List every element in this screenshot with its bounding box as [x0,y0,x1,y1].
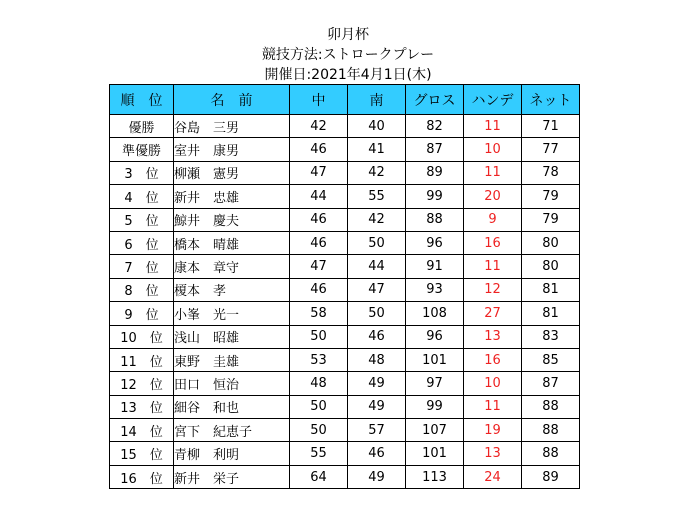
gross-score-cell: 108 [406,302,464,325]
gross-score-cell: 99 [406,185,464,208]
out-score-cell: 48 [290,372,348,395]
net-score-cell: 88 [522,395,580,418]
net-score-cell: 83 [522,325,580,348]
out-score-cell: 46 [290,231,348,254]
in-score-cell: 42 [348,208,406,231]
player-name-cell: 新井 忠雄 [174,185,290,208]
in-score-cell: 40 [348,115,406,138]
player-name-cell: 田口 恒治 [174,372,290,395]
net-score-cell: 87 [522,372,580,395]
player-name-cell: 細谷 和也 [174,395,290,418]
table-row [110,161,580,184]
handicap-cell: 13 [464,442,522,465]
player-name-cell: 宮下 紀恵子 [174,419,290,442]
gross-score-cell: 93 [406,278,464,301]
table-row [110,208,580,231]
table-row [110,278,580,301]
out-score-cell: 46 [290,138,348,161]
gross-score-cell: 101 [406,442,464,465]
rank-cell: 12 位 [110,372,174,395]
handicap-cell: 27 [464,302,522,325]
in-score-cell: 50 [348,231,406,254]
in-score-cell: 46 [348,442,406,465]
handicap-cell: 20 [464,185,522,208]
in-score-cell: 49 [348,372,406,395]
handicap-cell: 11 [464,255,522,278]
rank-cell: 15 位 [110,442,174,465]
rank-cell: 11 位 [110,348,174,371]
out-score-cell: 50 [290,419,348,442]
column-header-out: 中 [290,85,348,115]
player-name-cell: 室井 康男 [174,138,290,161]
net-score-cell: 77 [522,138,580,161]
player-name-cell: 鯨井 慶夫 [174,208,290,231]
column-header-net: ネット [522,85,580,115]
rank-cell: 14 位 [110,419,174,442]
rank-cell: 4 位 [110,185,174,208]
gross-score-cell: 87 [406,138,464,161]
net-score-cell: 81 [522,302,580,325]
gross-score-cell: 107 [406,419,464,442]
net-score-cell: 78 [522,161,580,184]
gross-score-cell: 101 [406,348,464,371]
player-name-cell: 新井 栄子 [174,465,290,488]
player-name-cell: 東野 圭雄 [174,348,290,371]
handicap-cell: 11 [464,161,522,184]
out-score-cell: 58 [290,302,348,325]
in-score-cell: 49 [348,465,406,488]
net-score-cell: 85 [522,348,580,371]
handicap-cell: 10 [464,372,522,395]
gross-score-cell: 96 [406,231,464,254]
rank-cell: 13 位 [110,395,174,418]
in-score-cell: 57 [348,419,406,442]
out-score-cell: 46 [290,208,348,231]
rank-cell: 7 位 [110,255,174,278]
player-name-cell: 小峯 光一 [174,302,290,325]
rank-cell: 準優勝 [110,138,174,161]
in-score-cell: 42 [348,161,406,184]
in-score-cell: 50 [348,302,406,325]
in-score-cell: 46 [348,325,406,348]
out-score-cell: 50 [290,325,348,348]
rank-cell: 9 位 [110,302,174,325]
out-score-cell: 53 [290,348,348,371]
handicap-cell: 13 [464,325,522,348]
net-score-cell: 80 [522,255,580,278]
out-score-cell: 64 [290,465,348,488]
out-score-cell: 46 [290,278,348,301]
net-score-cell: 88 [522,419,580,442]
handicap-cell: 10 [464,138,522,161]
net-score-cell: 79 [522,185,580,208]
player-name-cell: 康本 章守 [174,255,290,278]
rank-cell: 3 位 [110,161,174,184]
net-score-cell: 81 [522,278,580,301]
rank-cell: 優勝 [110,115,174,138]
handicap-cell: 9 [464,208,522,231]
rank-cell: 16 位 [110,465,174,488]
rank-cell: 10 位 [110,325,174,348]
player-name-cell: 橋本 晴雄 [174,231,290,254]
player-name-cell: 浅山 昭雄 [174,325,290,348]
net-score-cell: 71 [522,115,580,138]
handicap-cell: 11 [464,115,522,138]
table-row [110,372,580,395]
competition-method: 競技方法:ストロークプレー [261,47,435,63]
table-row [110,419,580,442]
out-score-cell: 47 [290,255,348,278]
gross-score-cell: 91 [406,255,464,278]
net-score-cell: 89 [522,465,580,488]
out-score-cell: 42 [290,115,348,138]
in-score-cell: 48 [348,348,406,371]
table-row [110,395,580,418]
handicap-cell: 24 [464,465,522,488]
player-name-cell: 青柳 利明 [174,442,290,465]
out-score-cell: 44 [290,185,348,208]
out-score-cell: 55 [290,442,348,465]
net-score-cell: 88 [522,442,580,465]
column-header-rank: 順 位 [110,85,174,115]
header-row [110,85,580,115]
gross-score-cell: 82 [406,115,464,138]
handicap-cell: 16 [464,231,522,254]
competition-date: 開催日:2021年4月1日(木) [264,67,432,83]
column-header-gross: グロス [406,85,464,115]
out-score-cell: 50 [290,395,348,418]
handicap-cell: 16 [464,348,522,371]
table-row [110,302,580,325]
table-row [110,348,580,371]
out-score-cell: 47 [290,161,348,184]
rank-cell: 8 位 [110,278,174,301]
rank-cell: 6 位 [110,231,174,254]
gross-score-cell: 113 [406,465,464,488]
in-score-cell: 47 [348,278,406,301]
table-row [110,465,580,488]
gross-score-cell: 88 [406,208,464,231]
in-score-cell: 41 [348,138,406,161]
in-score-cell: 44 [348,255,406,278]
rank-cell: 5 位 [110,208,174,231]
table-row [110,185,580,208]
gross-score-cell: 97 [406,372,464,395]
in-score-cell: 55 [348,185,406,208]
results-table [109,84,580,489]
table-row [110,115,580,138]
table-row [110,325,580,348]
column-header-name: 名 前 [174,85,290,115]
table-row [110,138,580,161]
gross-score-cell: 99 [406,395,464,418]
column-header-handicap: ハンデ [464,85,522,115]
handicap-cell: 12 [464,278,522,301]
in-score-cell: 49 [348,395,406,418]
competition-title: 卯月杯 [327,27,369,43]
net-score-cell: 80 [522,231,580,254]
player-name-cell: 柳瀬 憲男 [174,161,290,184]
table-row [110,442,580,465]
net-score-cell: 79 [522,208,580,231]
table-row [110,255,580,278]
player-name-cell: 谷島 三男 [174,115,290,138]
handicap-cell: 19 [464,419,522,442]
column-header-in: 南 [348,85,406,115]
player-name-cell: 榎本 孝 [174,278,290,301]
handicap-cell: 11 [464,395,522,418]
table-row [110,231,580,254]
gross-score-cell: 96 [406,325,464,348]
gross-score-cell: 89 [406,161,464,184]
